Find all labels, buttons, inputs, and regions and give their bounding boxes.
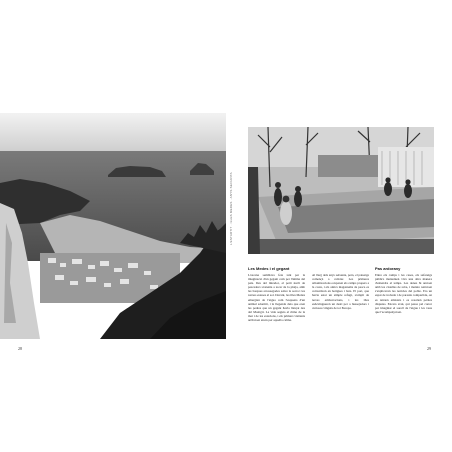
coastal-town-photo [0, 113, 226, 339]
column-1-text: L'escena semblava feta tant per la imaginació d'un gegant com per l'ànima del país. Des del mirador, el petit nucli de pescadors s'estenia a tocar de la platja, amb les barques arrossegades sobre la sorra i les xarxes esteses al sol. Davant, les illes Medes emergien de l'aigua com l'esquena d'un animal adormit, i la llegenda deia que eren les pedres que un gegant havia llançat des del Montgrí. La vida seguia el ritme de la mar i de les estacions, i els primers visitants arribaven atrets per aquella calma. [248, 273, 305, 323]
column-3-heading: Pas ardorany [375, 266, 401, 271]
text-column-2 [312, 273, 369, 310]
vertical-caption: L'ESTARTIT · ILLES MEDES · ANYS SEIXANTA [229, 172, 233, 245]
text-column-1 [248, 266, 305, 322]
column-1-heading: Les Medes i el gegant [248, 266, 290, 271]
washhouse-photo [248, 127, 434, 254]
text-column-3 [375, 266, 432, 314]
column-3-text: Entre els camps i les cases, els safareigs públics mantenien viva una altra manera d'entendre el temps. Les dones hi anaven amb les cistelles de roba, i mentre rentaven s'explicaven les notícies del poble. Era un espai de trobada i de paraula compartida, on es teixien amistats i es resolien petites disputes. Encara avui, qui passa pel carrer pot imaginar el soroll de l'aigua i les veus que l'acompanyaven. [375, 273, 432, 314]
page-number-right: 29 [427, 346, 431, 351]
column-2-text: Al llarg dels anys seixanta, però, el paisatge començà a canviar. Les primeres urbanitzacions ocuparen els camps propers a la costa, i els antics magatzems de pesca es convertiren en botigues i bars. El port, que havia estat un simple refugi, s'omplí de noves embarcacions, i les illes esdevingueren un destí per a bussejadors i curiosos vinguts de tot Europa. [312, 273, 369, 310]
page-number-left: 28 [18, 346, 22, 351]
